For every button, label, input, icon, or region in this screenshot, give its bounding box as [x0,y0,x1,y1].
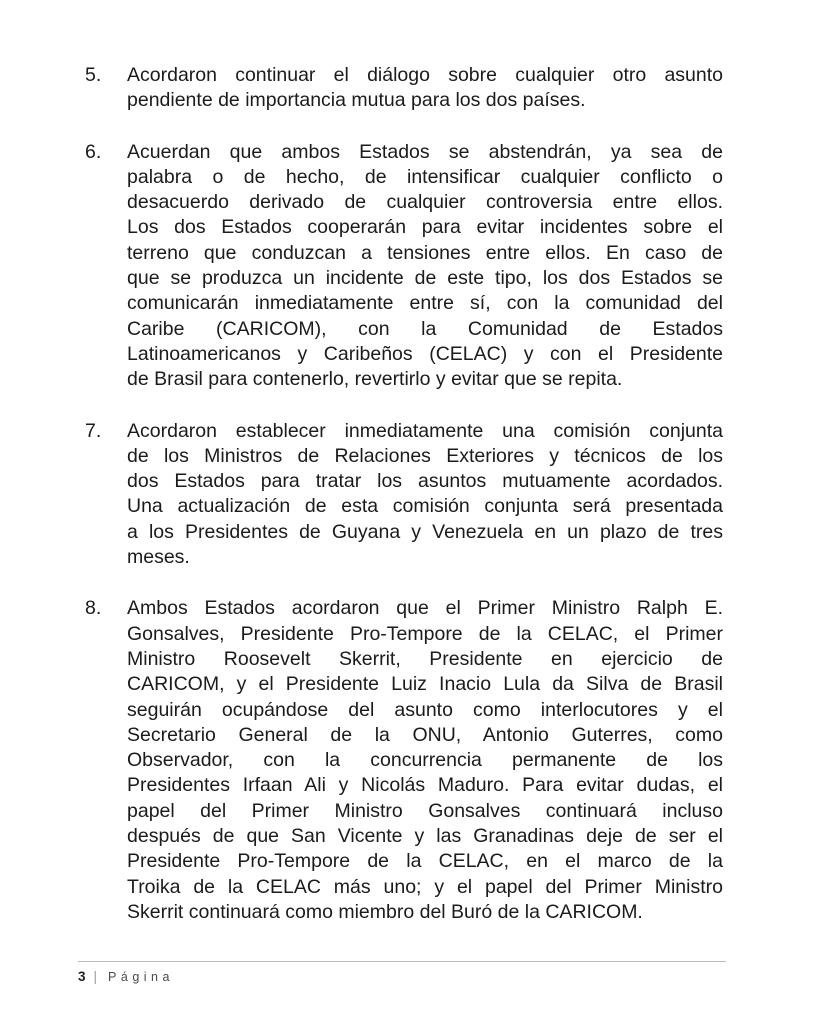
numbered-list [85,63,723,925]
list-item [85,419,723,571]
text-line: Observador, con la concurrencia permanente de los [127,749,723,772]
text-line: dos Estados para tratar los asuntos mutuamente acordados. [127,470,723,493]
text-line: terreno que conduzcan a tensiones entre ellos. En caso de [127,241,723,264]
text-line: Secretario General de la ONU, Antonio Guterres, como [127,723,723,746]
page-number: 3 [78,969,87,984]
text-line: pendiente de importancia mutua para los dos países. [127,89,586,112]
text-line: Acordaron establecer inmediatamente una comisión conjunta [127,419,723,442]
list-item [85,140,723,393]
list-item [85,63,723,114]
text-line: Ministro Roosevelt Skerrit, Presidente en ejercicio de [127,647,723,670]
item-lines [127,596,723,925]
text-line: Presidentes Irfaan Ali y Nicolás Maduro. Para evitar dudas, el [127,774,723,797]
text-line: papel del Primer Ministro Gonsalves continuará incluso [127,799,723,822]
text-line: Troika de la CELAC más uno; y el papel del Primer Ministro [127,875,723,898]
text-line: desacuerdo derivado de cualquier controversia entre ellos. [127,191,723,214]
text-line: de Brasil para contenerlo, revertirlo y evitar que se repita. [127,368,623,391]
text-line: Caribe (CARICOM), con la Comunidad de Estados [127,317,723,340]
footer-separator: | [93,969,98,984]
text-line: Acordaron continuar el diálogo sobre cualquier otro asunto [127,64,723,86]
text-line: después de que San Vicente y las Granadinas deje de ser el [127,825,723,848]
footer-text [78,969,726,984]
item-number: 7. [85,419,102,442]
item-lines [127,140,723,393]
text-line: CARICOM, y el Presidente Luiz Inacio Lula da Silva de Brasil [127,673,723,696]
list-item [85,596,723,925]
text-line: Ambos Estados acordaron que el Primer Ministro Ralph E. [127,597,723,620]
text-line: que se produzca un incidente de este tipo, los dos Estados se [127,267,723,290]
item-number: 6. [85,140,102,163]
text-line: Una actualización de esta comisión conjunta será presentada [127,495,723,518]
text-line: palabra o de hecho, de intensificar cualquier conflicto o [127,165,723,188]
text-line: Gonsalves, Presidente Pro-Tempore de la CELAC, el Primer [127,622,723,645]
text-line: a los Presidentes de Guyana y Venezuela en un plazo de tres [127,520,723,543]
text-line: Acuerdan que ambos Estados se abstendrán, ya sea de [127,140,723,163]
page-label: Página [108,970,174,984]
text-line: Latinoamericanos y Caribeños (CELAC) y con el Presidente [127,342,723,365]
text-line: Skerrit continuará como miembro del Buró de la CARICOM. [127,900,643,923]
item-lines [127,63,723,114]
text-line: comunicarán inmediatamente entre sí, con la comunidad del [127,292,723,315]
text-line: de los Ministros de Relaciones Exteriores y técnicos de los [127,444,723,467]
text-line: meses. [127,546,190,569]
page-footer [78,961,726,984]
text-line: seguirán ocupándose del asunto como interlocutores y el [127,698,723,721]
item-lines [127,419,723,571]
text-line: Los dos Estados cooperarán para evitar incidentes sobre el [127,216,723,239]
item-number: 8. [85,597,102,620]
text-line: Presidente Pro-Tempore de la CELAC, en el marco de la [127,850,723,873]
item-number: 5. [85,64,102,86]
document-page [85,63,723,951]
